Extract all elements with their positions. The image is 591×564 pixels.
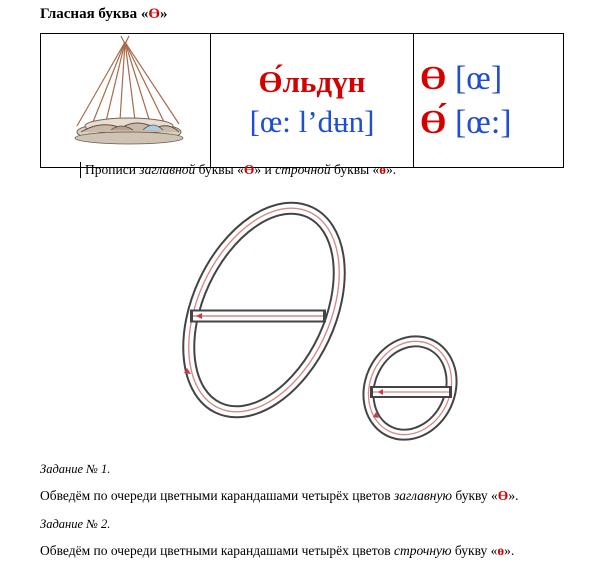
letter-row-short [420,57,563,101]
letter-tracing-figure [160,200,480,445]
picture-cell [41,34,211,168]
letter-short: Ө [420,59,447,97]
task-2-middle: букву « [451,543,498,558]
task-2-before: Обведём по очереди цветными карандашами четырёх цветов [40,543,394,558]
caption-letter-lower: ө [379,162,387,177]
letters-cell [414,34,564,168]
task-1-title: Задание № 1. [40,462,111,476]
word-text: Ө́льдүн [258,63,366,99]
word-card-table [40,33,564,168]
task-1-middle: букву « [451,488,498,503]
caption-text-2: буквы « [195,162,244,177]
task-1-before: Обведём по очереди цветными карандашами четырёх цветов [40,488,394,503]
task-2-letter: ө [497,543,505,558]
letter-long: Ө́ [420,103,447,141]
task-1-em: заглавную [393,488,452,503]
caption-letter-upper: Ө [243,162,255,177]
page-heading [40,6,168,23]
task-2-em: строчную [393,543,452,558]
caption-text-1: Прописи [85,162,140,177]
caption-text-3: » и [254,162,276,177]
letter-row-long [420,101,563,145]
task-2-after: ». [504,543,515,558]
caption-em-lowercase: строчной [275,162,331,177]
task-1-text [40,488,518,504]
sound-short: [œ] [454,59,503,97]
caption-em-uppercase: заглавной [139,162,196,177]
sound-long: [œ:] [454,103,512,141]
tent-frame-illustration [41,34,210,162]
word-cell [211,34,414,168]
copybook-caption [80,162,396,178]
task-1-after: ». [508,488,519,503]
task-1-letter: Ө [497,488,509,503]
heading-letter: Ө [148,6,161,22]
heading-suffix: » [160,6,168,22]
task-2-text [40,543,514,559]
word-transcription: [œ: l’dʉn] [249,103,375,139]
task-2-title: Задание № 2. [40,517,111,531]
heading-prefix: Гласная буква « [40,6,149,22]
caption-text-4: буквы « [330,162,380,177]
caption-text-5: ». [386,162,397,177]
